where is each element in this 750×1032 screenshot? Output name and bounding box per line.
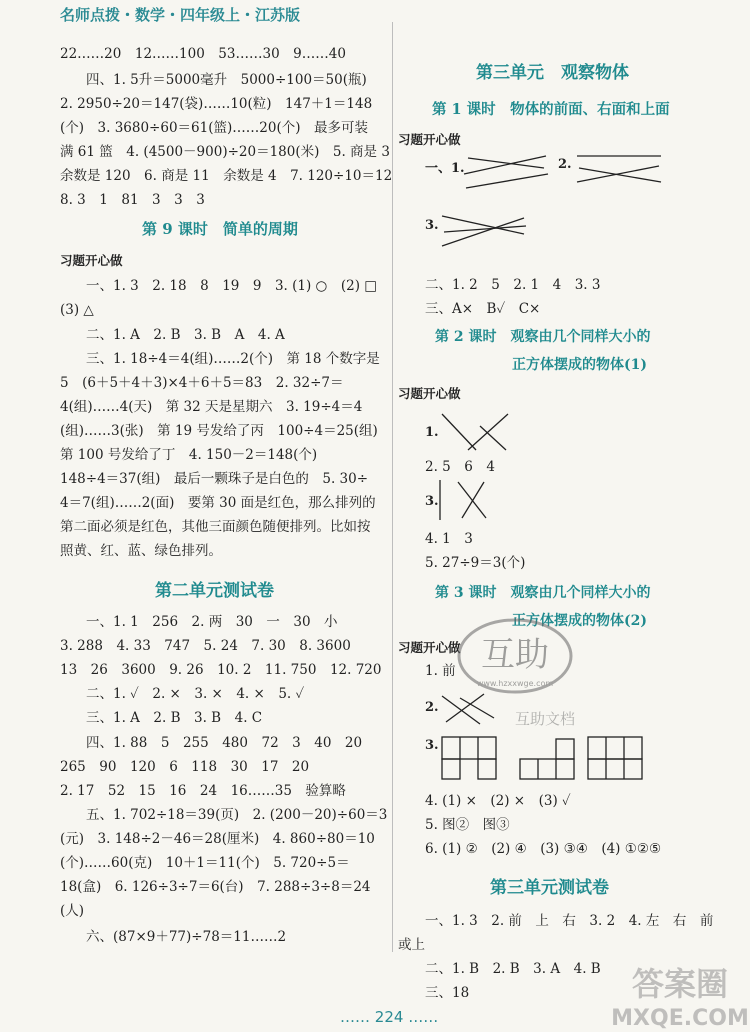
answer-line: 2. 17 52 15 16 24 16……35 验算略: [60, 783, 346, 799]
page-number: [340, 1008, 438, 1026]
section-label: 习题开心做: [398, 640, 461, 655]
answer-line: 一、1. 3 2. 前 上 右 3. 2 4. 左 右 前: [425, 913, 714, 929]
lesson3-title: 第 3 课时 观察由几个同样大小的: [435, 585, 651, 601]
unit3-title: 第三单元 观察物体: [476, 63, 629, 83]
answer-line: 照黄、红、蓝、绿色排列。: [60, 543, 222, 559]
answer-line: 4. 1 3: [425, 531, 473, 547]
answer-line: 265 90 120 6 118 30 17 20: [60, 759, 310, 775]
answer-line: (组)……3(张) 第 19 号发给了丙 100÷4＝25(组): [60, 423, 378, 439]
answer-line: 二、1. 2 5 2. 1 4 3. 3: [425, 277, 601, 293]
answer-line: 5. 图② 图③: [425, 817, 510, 833]
page-dots-right: ……: [408, 1008, 439, 1026]
answer-line: 六、(87×9＋77)÷78＝11……2: [86, 929, 287, 945]
answer-line: (人): [60, 903, 85, 919]
answer-line: 8. 3 1 81 3 3 3: [60, 192, 205, 208]
question-number: 2.: [558, 157, 572, 172]
page-header: 名师点拨・数学・四年级上・江苏版: [60, 6, 301, 24]
section-label: 习题开心做: [398, 386, 461, 401]
answer-line: 4. (1) × (2) × (3) ✓: [425, 793, 571, 809]
answer-line: (个)……60(克) 10＋1＝11(个) 5. 720÷5＝: [60, 855, 350, 871]
answer-line: 1. 前: [425, 663, 456, 679]
answer-line: 四、1. 88 5 255 480 72 3 40 20: [86, 735, 363, 751]
answer-line: 二、1. ✓ 2. × 3. × 4. × 5. ✓: [86, 686, 305, 702]
column-divider: [392, 22, 393, 952]
cross-lines-figure: [575, 152, 665, 188]
corner-watermark-text: 答案圈: [631, 965, 729, 1003]
corner-watermark-logo: [610, 955, 750, 1032]
answer-line: (3) △: [60, 302, 94, 318]
answer-line: 148÷4＝37(组) 最后一颗珠子是白色的 5. 30÷: [60, 471, 369, 487]
answer-line: 5 (6＋5＋4＋3)×4＋6＋5＝83 2. 32÷7＝: [60, 375, 344, 391]
stamp-bottom: 互助文档: [514, 710, 576, 728]
answer-line: 余数是 120 6. 商是 11 余数是 4 7. 120÷10＝12: [60, 168, 393, 184]
question-number: 2.: [425, 700, 439, 715]
answer-line: 18(盒) 6. 126÷3÷7＝6(台) 7. 288÷3÷8＝24: [60, 879, 371, 895]
square-grids-figure: [440, 735, 645, 781]
answer-line: 4＝7(组)……2(面) 要第 30 面是红色，那么排列的: [60, 495, 376, 511]
answer-line: (个) 3. 3680÷60＝61(篮)……20(个) 最多可装: [60, 120, 368, 136]
answer-line: 二、1. B 2. B 3. A 4. B: [425, 961, 601, 977]
answer-line: 四、1. 5升＝5000毫升 5000÷100＝50(瓶): [86, 72, 367, 88]
lesson1-title: 第 1 课时 物体的前面、右面和上面: [432, 101, 670, 118]
answer-line: (元) 3. 148÷2－46＝28(厘米) 4. 860÷80＝10: [60, 831, 375, 847]
watermark-stamp: [455, 614, 590, 729]
answer-line: 一、1. 3 2. 18 8 19 9 3. (1) ○ (2) □: [86, 278, 378, 294]
question-number: 1.: [425, 425, 439, 440]
answer-line: 或上: [398, 937, 425, 953]
answer-line: 三、1. A 2. B 3. B 4. C: [86, 710, 263, 726]
lesson2-title-cont: 正方体摆成的物体(1): [512, 357, 647, 373]
section-label: 习题开心做: [60, 253, 123, 268]
question-number: 3.: [425, 494, 439, 509]
corner-watermark-sub: MXQE.COM: [611, 1006, 749, 1031]
question-number: 3.: [425, 218, 439, 233]
section-label: 习题开心做: [398, 132, 461, 147]
lesson3-title-cont: 正方体摆成的物体(2): [512, 613, 647, 629]
unit3-test-title: 第三单元测试卷: [490, 878, 609, 898]
answer-line: 三、18: [425, 985, 470, 1001]
section-title-unit2-test: 第二单元测试卷: [155, 581, 274, 601]
answer-line: 2. 5 6 4: [425, 459, 495, 475]
answer-line: 3. 288 4. 33 747 5. 24 7. 30 8. 3600: [60, 638, 351, 654]
answer-line: 二、1. A 2. B 3. B A 4. A: [86, 327, 285, 343]
section-title-lesson9: 第 9 课时 简单的周期: [142, 220, 298, 238]
cross-lines-figure: [436, 478, 496, 522]
answer-line: 五、1. 702÷18＝39(页) 2. (200－20)÷60＝3: [86, 807, 388, 823]
cross-lines-figure: [440, 410, 512, 454]
answer-line: 满 61 篮 4. (4500－900)÷20＝180(米) 5. 商是 3: [60, 144, 390, 160]
answer-line: 6. (1) ② (2) ④ (3) ③④ (4) ①②⑤: [425, 841, 662, 857]
stamp-url: www.hzxxwge.com: [476, 679, 554, 688]
answer-line: 三、A× B✓ C×: [425, 301, 541, 317]
answer-line: 第二面必须是红色，其他三面颜色随便排列。比如按: [60, 519, 371, 535]
question-number: 3.: [425, 738, 439, 753]
answer-line: 13 26 3600 9. 26 10. 2 11. 750 12. 720: [60, 662, 382, 678]
cross-lines-figure: [440, 212, 530, 252]
page-number-value: 224: [374, 1008, 404, 1026]
page-dots-left: ……: [340, 1008, 370, 1026]
answer-line: 一、1. 1 256 2. 两 30 一 30 小: [86, 614, 338, 630]
stamp-text: 互助: [481, 635, 549, 675]
lesson2-title: 第 2 课时 观察由几个同样大小的: [435, 329, 651, 345]
answer-line: 三、1. 18÷4＝4(组)……2(个) 第 18 个数字是: [86, 351, 380, 367]
answer-line: 5. 27÷9＝3(个): [425, 555, 526, 571]
answer-line: 第 100 号发给了丁 4. 150－2＝148(个): [60, 447, 318, 463]
answer-line: 2. 2950÷20＝147(袋)……10(粒) 147＋1＝148: [60, 96, 373, 112]
answer-line: 22……20 12……100 53……30 9……40: [60, 46, 346, 62]
answer-line: 4(组)……4(天) 第 32 天是星期六 3. 19÷4＝4: [60, 399, 363, 415]
question-number: 一、1.: [425, 161, 465, 176]
cross-lines-figure: [462, 152, 552, 192]
